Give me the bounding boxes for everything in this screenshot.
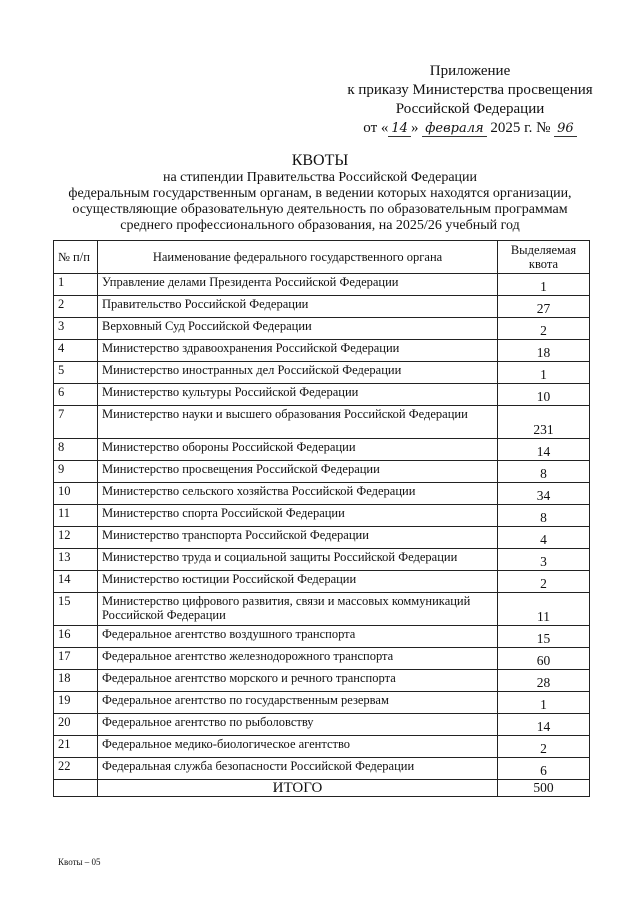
row-name: Федеральное агентство по рыболовству bbox=[98, 714, 498, 736]
row-quota: 34 bbox=[498, 483, 590, 505]
table-row bbox=[54, 505, 590, 527]
row-quota: 8 bbox=[498, 505, 590, 527]
appendix-line: Российской Федерации bbox=[395, 101, 545, 117]
row-number: 18 bbox=[54, 670, 98, 692]
row-name: Министерство здравоохранения Российской Федерации bbox=[98, 340, 498, 362]
row-quota: 2 bbox=[498, 736, 590, 758]
table-row bbox=[54, 318, 590, 340]
appendix-line: к приказу Министерства просвещения bbox=[347, 82, 593, 98]
row-quota: 60 bbox=[498, 648, 590, 670]
row-name: Министерство обороны Российской Федерации bbox=[98, 439, 498, 461]
table-row bbox=[54, 439, 590, 461]
row-quota: 4 bbox=[498, 527, 590, 549]
table-row bbox=[54, 648, 590, 670]
row-quota: 2 bbox=[498, 571, 590, 593]
row-number: 15 bbox=[54, 593, 98, 626]
header-quota: Выделяемая квота bbox=[498, 241, 590, 274]
row-name: Федеральное агентство железнодорожного транспорта bbox=[98, 648, 498, 670]
row-number: 4 bbox=[54, 340, 98, 362]
table-row bbox=[54, 296, 590, 318]
row-quota: 1 bbox=[498, 692, 590, 714]
row-number: 22 bbox=[54, 758, 98, 780]
row-quota: 231 bbox=[498, 406, 590, 439]
row-quota: 18 bbox=[498, 340, 590, 362]
table-row bbox=[54, 593, 590, 626]
title-line: осуществляющие образовательную деятельность по образовательным программам bbox=[72, 202, 568, 217]
row-number: 12 bbox=[54, 527, 98, 549]
row-name: Министерство спорта Российской Федерации bbox=[98, 505, 498, 527]
row-name: Министерство цифрового развития, связи и массовых коммуникаций Российской Федерации bbox=[98, 593, 498, 626]
total-value: 500 bbox=[498, 780, 590, 797]
row-quota: 27 bbox=[498, 296, 590, 318]
row-number: 9 bbox=[54, 461, 98, 483]
row-name: Федеральное агентство морского и речного транспорта bbox=[98, 670, 498, 692]
row-number: 1 bbox=[54, 274, 98, 296]
row-number: 10 bbox=[54, 483, 98, 505]
footer-label: Квоты – 05 bbox=[58, 857, 101, 867]
appendix-block bbox=[330, 62, 610, 138]
total-label: ИТОГО bbox=[98, 780, 498, 797]
table-row bbox=[54, 340, 590, 362]
row-name: Министерство сельского хозяйства Российской Федерации bbox=[98, 483, 498, 505]
appendix-line: Приложение bbox=[429, 63, 511, 79]
date-mid: » bbox=[410, 120, 419, 136]
row-number: 16 bbox=[54, 626, 98, 648]
header-name: Наименование федерального государственного органа bbox=[98, 241, 498, 274]
row-number: 14 bbox=[54, 571, 98, 593]
table-row bbox=[54, 274, 590, 296]
row-name: Министерство труда и социальной защиты Российской Федерации bbox=[98, 549, 498, 571]
row-quota: 14 bbox=[498, 439, 590, 461]
quota-table bbox=[53, 240, 590, 797]
table-row bbox=[54, 384, 590, 406]
header-num: № п/п bbox=[54, 241, 98, 274]
row-name: Министерство юстиции Российской Федерации bbox=[98, 571, 498, 593]
row-name: Министерство иностранных дел Российской Федерации bbox=[98, 362, 498, 384]
row-quota: 1 bbox=[498, 274, 590, 296]
row-name: Министерство просвещения Российской Федерации bbox=[98, 461, 498, 483]
title-heading: КВОТЫ bbox=[291, 152, 349, 169]
table-row bbox=[54, 714, 590, 736]
row-name: Правительство Российской Федерации bbox=[98, 296, 498, 318]
total-row bbox=[54, 780, 590, 797]
row-quota: 2 bbox=[498, 318, 590, 340]
row-quota: 28 bbox=[498, 670, 590, 692]
row-name: Министерство транспорта Российской Федерации bbox=[98, 527, 498, 549]
row-number: 17 bbox=[54, 648, 98, 670]
row-name: Управление делами Президента Российской Федерации bbox=[98, 274, 498, 296]
row-name: Федеральное агентство воздушного транспорта bbox=[98, 626, 498, 648]
row-number: 8 bbox=[54, 439, 98, 461]
row-name: Верховный Суд Российской Федерации bbox=[98, 318, 498, 340]
table-row bbox=[54, 406, 590, 439]
row-number: 21 bbox=[54, 736, 98, 758]
year-label: 2025 г. № bbox=[490, 120, 551, 136]
table-row bbox=[54, 758, 590, 780]
row-name: Федеральная служба безопасности Российской Федерации bbox=[98, 758, 498, 780]
table-row bbox=[54, 571, 590, 593]
row-quota: 1 bbox=[498, 362, 590, 384]
table-row bbox=[54, 527, 590, 549]
document-title bbox=[40, 152, 600, 234]
table-row bbox=[54, 483, 590, 505]
row-number: 11 bbox=[54, 505, 98, 527]
row-quota: 15 bbox=[498, 626, 590, 648]
row-name: Федеральное агентство по государственным резервам bbox=[98, 692, 498, 714]
row-quota: 11 bbox=[498, 593, 590, 626]
date-prefix: от « bbox=[363, 120, 389, 136]
order-date-line bbox=[330, 119, 610, 138]
row-number: 20 bbox=[54, 714, 98, 736]
row-quota: 3 bbox=[498, 549, 590, 571]
table-row bbox=[54, 549, 590, 571]
row-number: 13 bbox=[54, 549, 98, 571]
row-number: 7 bbox=[54, 406, 98, 439]
handwritten-day: 14 bbox=[388, 121, 411, 137]
row-name: Федеральное медико-биологическое агентство bbox=[98, 736, 498, 758]
table-row bbox=[54, 692, 590, 714]
total-empty-cell bbox=[54, 780, 98, 797]
row-quota: 6 bbox=[498, 758, 590, 780]
row-number: 2 bbox=[54, 296, 98, 318]
row-quota: 8 bbox=[498, 461, 590, 483]
row-number: 19 bbox=[54, 692, 98, 714]
table-row bbox=[54, 670, 590, 692]
handwritten-order-number: 96 bbox=[554, 121, 577, 137]
title-line: на стипендии Правительства Российской Федерации bbox=[162, 170, 478, 185]
row-name: Министерство науки и высшего образования Российской Федерации bbox=[98, 406, 498, 439]
title-line: федеральным государственным органам, в ведении которых находятся организации, bbox=[68, 186, 572, 201]
title-line: среднего профессионального образования, на 2025/26 учебный год bbox=[120, 218, 520, 233]
table-header bbox=[54, 241, 590, 274]
handwritten-month: февраля bbox=[422, 121, 486, 137]
row-number: 3 bbox=[54, 318, 98, 340]
row-number: 5 bbox=[54, 362, 98, 384]
table-row bbox=[54, 362, 590, 384]
row-name: Министерство культуры Российской Федерации bbox=[98, 384, 498, 406]
row-quota: 10 bbox=[498, 384, 590, 406]
table-row bbox=[54, 736, 590, 758]
table-row bbox=[54, 626, 590, 648]
row-number: 6 bbox=[54, 384, 98, 406]
table-row bbox=[54, 461, 590, 483]
row-quota: 14 bbox=[498, 714, 590, 736]
